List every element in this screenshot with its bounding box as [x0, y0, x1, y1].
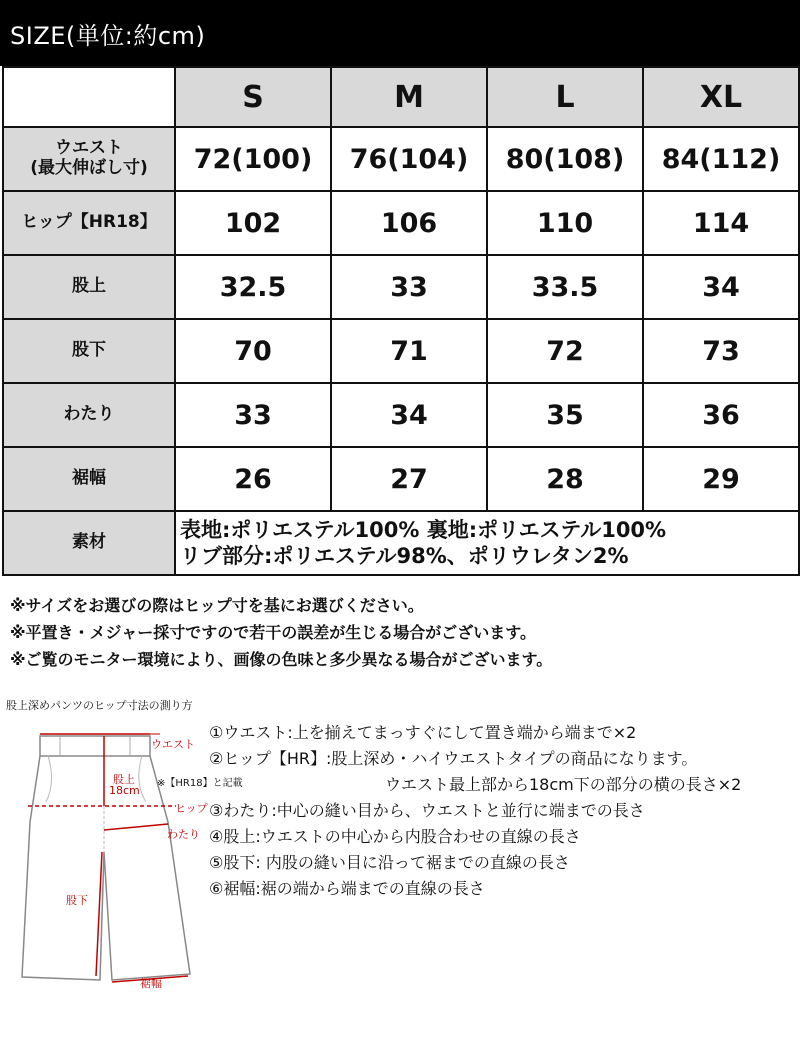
instruction-item: ④股上:ウエストの中心から内股合わせの直線の長さ — [209, 827, 581, 846]
table-cell: 34 — [331, 383, 487, 447]
size-header-s: S — [175, 67, 331, 127]
table-cell: 36 — [643, 383, 799, 447]
table-cell: 70 — [175, 319, 331, 383]
inseam-label: 股下 — [66, 894, 88, 907]
table-cell: 26 — [175, 447, 331, 511]
table-cell: 33 — [331, 255, 487, 319]
pants-outline — [22, 756, 190, 980]
table-cell: 72 — [487, 319, 643, 383]
table-cell: 110 — [487, 191, 643, 255]
row-label-rise: 股上 — [3, 255, 175, 319]
size-header-row — [3, 67, 799, 127]
instruction-item: ⑥裾幅:裾の端から端までの直線の長さ — [209, 879, 485, 898]
row-label-hip: ヒップ【HR18】 — [3, 191, 175, 255]
page-title: SIZE(単位:約cm) — [10, 21, 206, 50]
rise-18cm-label: 18cm — [109, 784, 140, 797]
thigh-label: わたり — [167, 828, 200, 841]
table-cell: 84(112) — [643, 127, 799, 191]
pants-outline — [40, 736, 150, 756]
table-cell: 80(108) — [487, 127, 643, 191]
waist-label: ウエスト — [151, 738, 195, 751]
instruction-item: ①ウエスト:上を揃えてまっすぐにして置き端から端まで×2 — [209, 723, 637, 742]
table-cell: 102 — [175, 191, 331, 255]
table-row-waist — [3, 127, 799, 191]
table-cell: 34 — [643, 255, 799, 319]
table-cell: 28 — [487, 447, 643, 511]
note-item: ※ご覧のモニター環境により、画像の色味と多少異なる場合がございます。 — [10, 650, 553, 669]
hr-note-label: ※【HR18】と記載 — [157, 778, 243, 789]
row-label-inseam: 股下 — [3, 319, 175, 383]
table-cell: 106 — [331, 191, 487, 255]
material-cell — [175, 511, 799, 575]
table-cell: 72(100) — [175, 127, 331, 191]
size-table — [2, 66, 800, 576]
table-row-inseam — [3, 319, 799, 383]
hip-label: ヒップ — [175, 802, 208, 815]
pants-pocket — [139, 756, 146, 802]
table-cell: 76(104) — [331, 127, 487, 191]
table-cell: 71 — [331, 319, 487, 383]
table-cell: 33.5 — [487, 255, 643, 319]
note-item: ※サイズをお選びの際はヒップ寸を基にお選びください。 — [10, 596, 424, 615]
size-header-m: M — [331, 67, 487, 127]
table-cell: 35 — [487, 383, 643, 447]
size-title-bar — [0, 0, 800, 66]
size-header-xl: XL — [643, 67, 799, 127]
rise-label: 股上 — [113, 773, 135, 786]
measurement-instructions — [209, 720, 741, 902]
table-cell: 114 — [643, 191, 799, 255]
pants-diagram — [0, 712, 210, 1002]
row-label-waist — [3, 127, 175, 191]
table-cell: 27 — [331, 447, 487, 511]
table-cell: 29 — [643, 447, 799, 511]
instruction-item: ②ヒップ【HR】:股上深め・ハイウエストタイプの商品になります。 — [209, 749, 698, 768]
material-line: 表地:ポリエステル100% 裏地:ポリエステル100% — [180, 517, 667, 542]
instruction-item: ③わたり:中心の縫い目から、ウエストと並行に端までの長さ — [209, 801, 645, 820]
table-row-hem — [3, 447, 799, 511]
table-cell: 73 — [643, 319, 799, 383]
instruction-item: ウエスト最上部から18cm下の部分の横の長さ×2 — [385, 775, 742, 794]
table-row-material — [3, 511, 799, 575]
instruction-item: ⑤股下: 内股の縫い目に沿って裾までの直線の長さ — [209, 853, 570, 872]
hem-label: 裾幅 — [140, 977, 162, 990]
corner-cell — [3, 67, 175, 127]
diagram-title: 股上深めパンツのヒップ寸法の測り方 — [6, 699, 193, 712]
thigh-measure-line — [104, 824, 168, 830]
row-label-line: ウエスト — [55, 138, 123, 159]
size-header-l: L — [487, 67, 643, 127]
table-cell: 32.5 — [175, 255, 331, 319]
row-label-material: 素材 — [3, 511, 175, 575]
note-item: ※平置き・メジャー採寸ですので若干の誤差が生じる場合がございます。 — [10, 623, 536, 642]
table-row-rise — [3, 255, 799, 319]
table-row-thigh — [3, 383, 799, 447]
table-cell: 33 — [175, 383, 331, 447]
table-row-hip — [3, 191, 799, 255]
row-label-line: (最大伸ばし寸) — [30, 158, 148, 178]
row-label-hem: 裾幅 — [3, 447, 175, 511]
pants-pocket — [46, 756, 52, 802]
material-line: リブ部分:ポリエステル98%、ポリウレタン2% — [180, 544, 629, 568]
notes-list — [10, 592, 552, 673]
row-label-thigh: わたり — [3, 383, 175, 447]
